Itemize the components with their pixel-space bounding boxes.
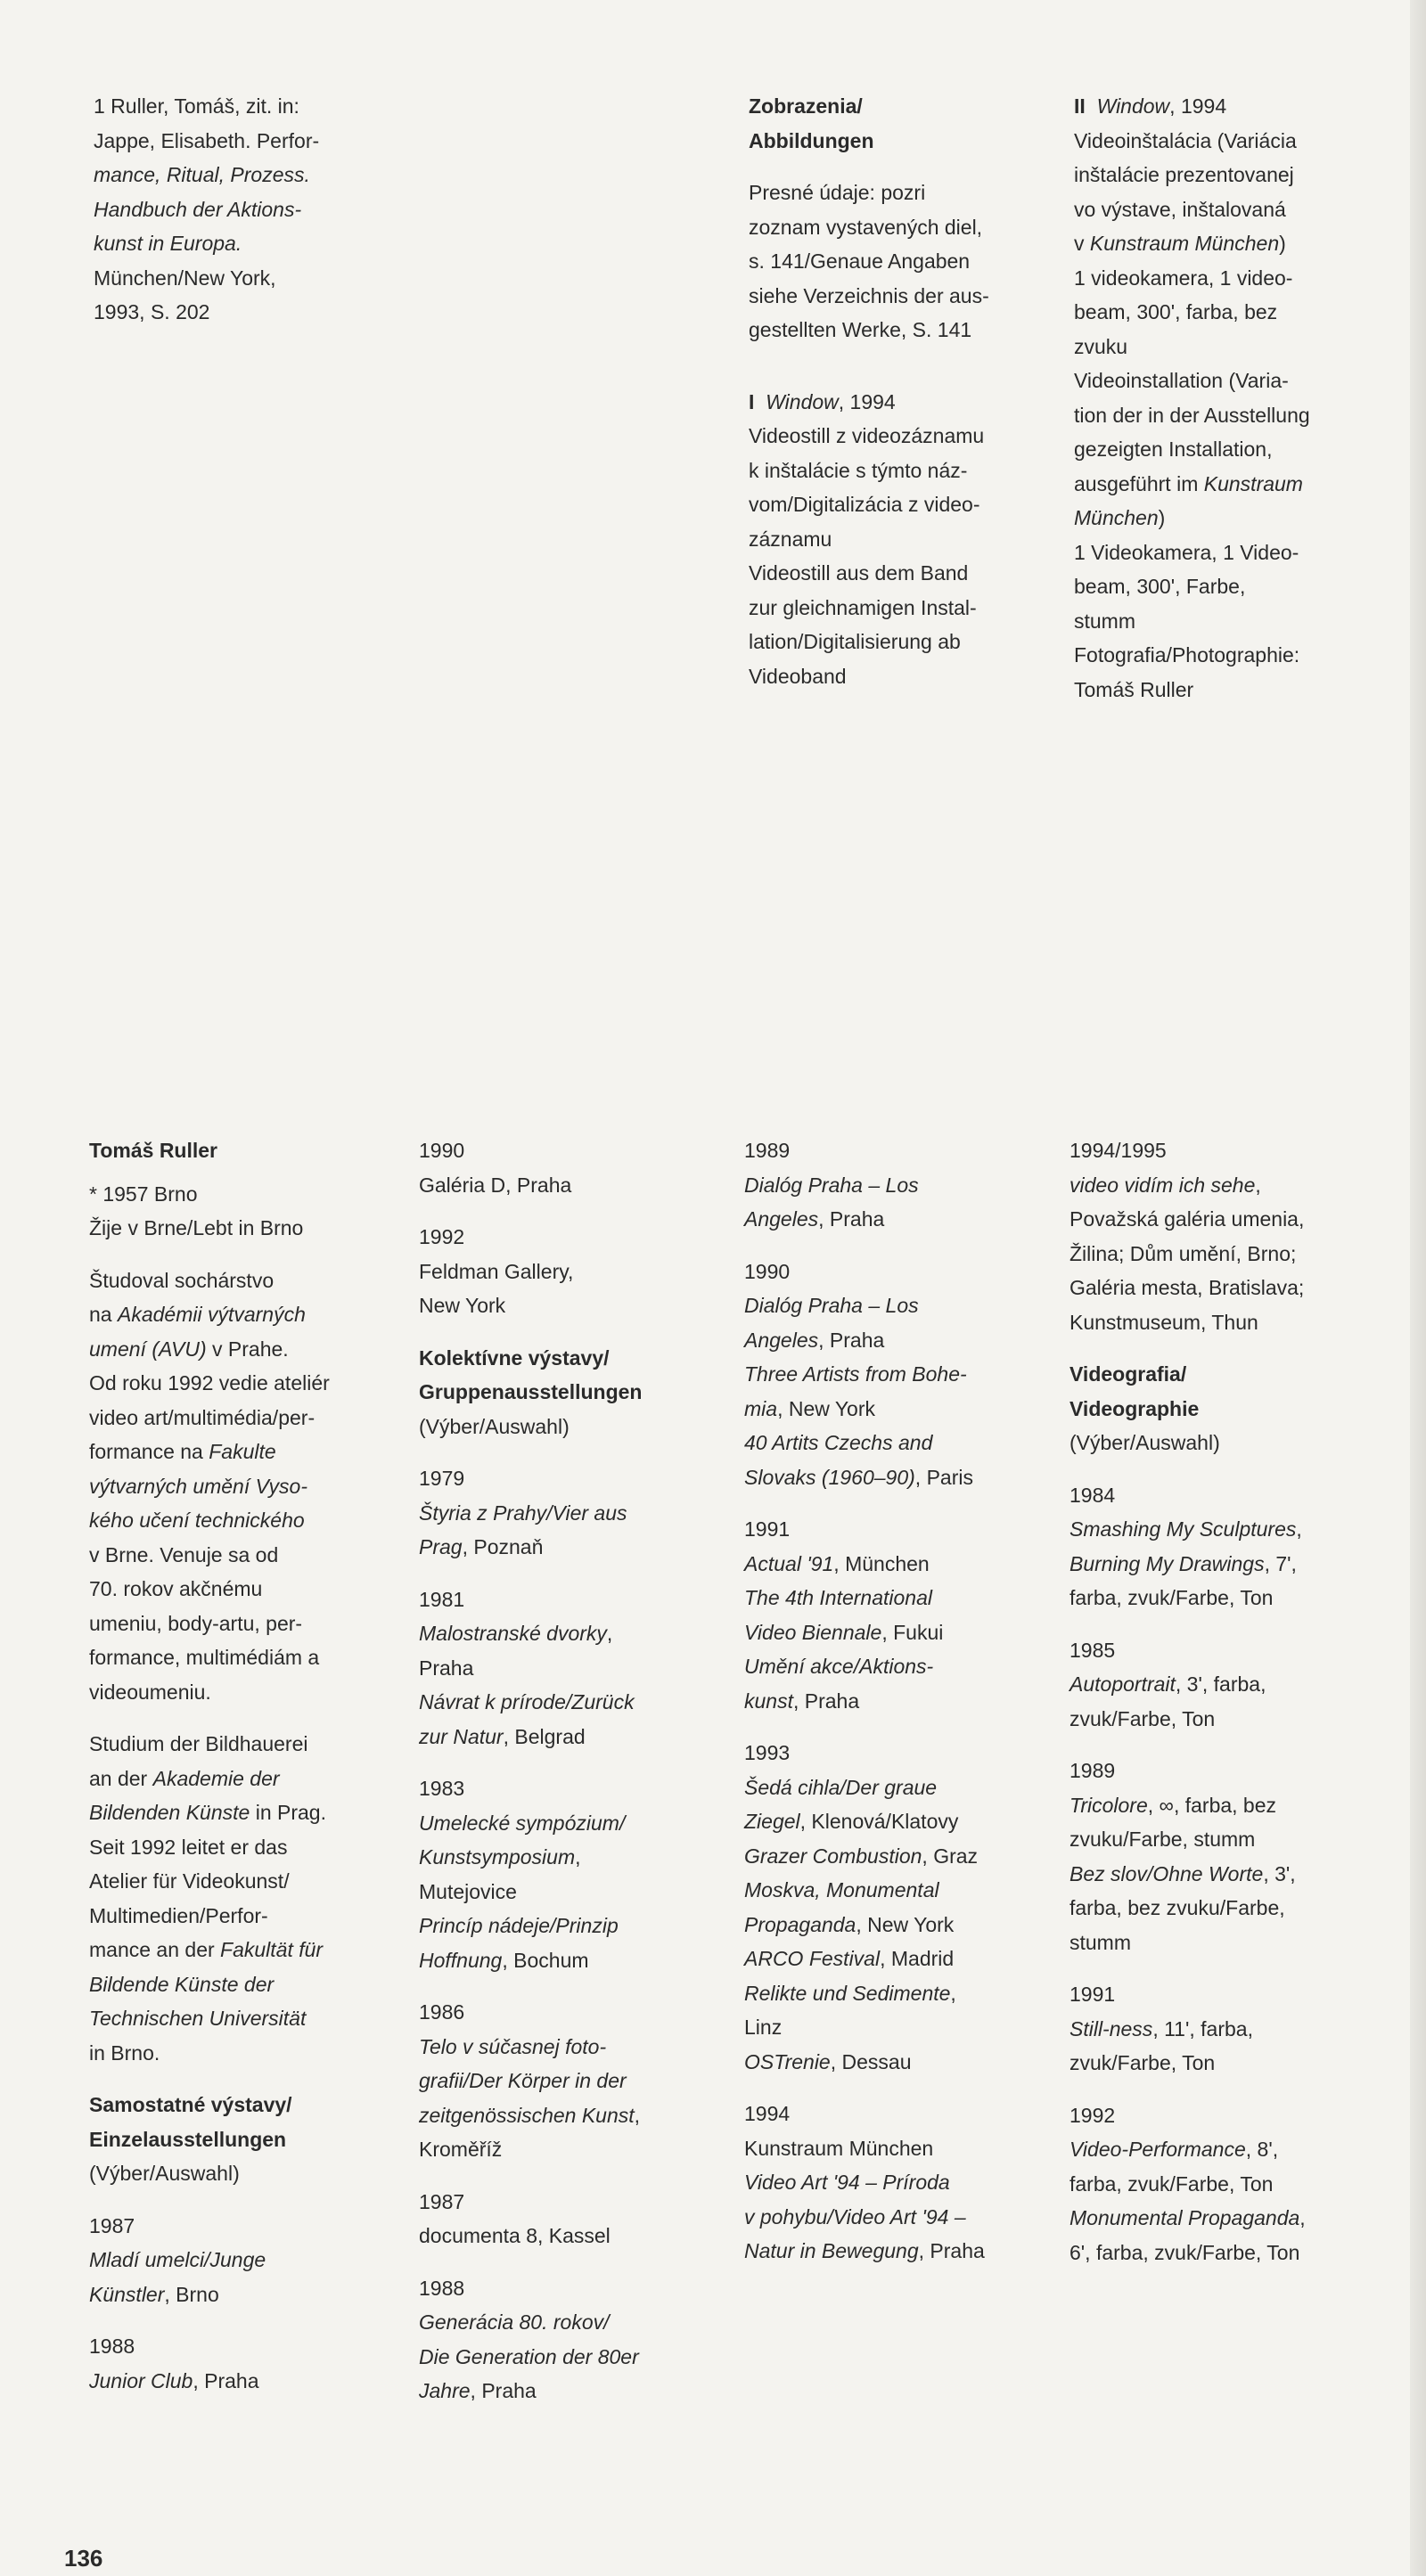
figure-2-caption: München) — [1074, 506, 1166, 529]
video-entry: farba, zvuk/Farbe, Ton — [1070, 2171, 1274, 2196]
group-year: 1989 — [744, 1139, 791, 1162]
group-entry: zur Natur, Belgrad — [419, 1724, 586, 1748]
group-entry: Galéria mesta, Bratislava; — [1070, 1276, 1305, 1299]
group-entry: kunst, Praha — [744, 1689, 860, 1713]
bio-sk-line: kého učení technického — [89, 1509, 305, 1532]
video-entry: stumm — [1070, 1930, 1131, 1954]
group-entry: Moskva, Monumental — [744, 1878, 939, 1901]
bio-de-line: mance an der Fakultät für — [89, 1938, 324, 1961]
illustrations-heading: Abbildungen — [749, 128, 874, 152]
exhibitions-column-2 — [419, 1133, 713, 2408]
bio-sk-line: v Brne. Venuje sa od — [89, 1542, 279, 1566]
solo-year: 1992 — [419, 1225, 465, 1248]
solo-heading: Einzelausstellungen — [89, 2127, 287, 2151]
exhibitions-column-4 — [1070, 1133, 1377, 2269]
group-entry: Three Artists from Bohe- — [744, 1362, 967, 1386]
bio-sk-line: video art/multimédia/per- — [89, 1405, 316, 1429]
figure-1-caption: zur gleichnamigen Instal- — [749, 595, 977, 619]
video-entry: Autoportrait, 3', farba, — [1070, 1672, 1266, 1696]
videography-heading: Videographie — [1070, 1396, 1200, 1420]
video-entry: zvuk/Farbe, Ton — [1070, 2051, 1216, 2074]
page-gutter-shadow — [1410, 0, 1426, 2576]
solo-entry: Mladí umelci/Junge — [89, 2248, 266, 2271]
solo-year: 1988 — [89, 2335, 135, 2358]
figure-2-caption: beam, 300', farba, bez — [1074, 300, 1278, 323]
group-entry: Mutejovice — [419, 1879, 517, 1903]
bio-de-line: Atelier für Videokunst/ — [89, 1869, 290, 1893]
solo-entry: Junior Club, Praha — [89, 2368, 259, 2392]
group-entry: Štyria z Prahy/Vier aus — [419, 1501, 627, 1525]
video-entry: zvuku/Farbe, stumm — [1070, 1828, 1256, 1851]
video-entry: Still-ness, 11', farba, — [1070, 2016, 1253, 2040]
group-entry: Propaganda, New York — [744, 1912, 955, 1936]
figure-2-caption: stumm — [1074, 609, 1135, 633]
bio-de-line: in Brno. — [89, 2040, 160, 2065]
bio-sk-line: Študoval sochárstvo — [89, 1268, 275, 1292]
group-entry: grafii/Der Körper in der — [419, 2069, 627, 2092]
group-year: 1983 — [419, 1777, 465, 1800]
group-entry: Princíp nádeje/Prinzip — [419, 1914, 619, 1937]
group-year: 1990 — [744, 1259, 791, 1283]
biography-column — [89, 1133, 388, 2398]
figure-2-caption: Tomáš Ruller — [1074, 677, 1194, 701]
group-entry: Angeles, Praha — [744, 1328, 885, 1352]
group-entry: Ziegel, Klenová/Klatovy — [744, 1810, 959, 1833]
footnote-line: kunst in Europa. — [94, 232, 242, 255]
group-subheading: (Výber/Auswahl) — [419, 1414, 570, 1438]
group-entry: Hoffnung, Bochum — [419, 1948, 589, 1972]
figure-2-caption: vo výstave, inštalovaná — [1074, 197, 1286, 221]
footnote-line: Handbuch der Aktions- — [94, 197, 302, 221]
group-entry: Jahre, Praha — [419, 2379, 537, 2402]
figure-2-caption: 1 Videokamera, 1 Video- — [1074, 540, 1299, 564]
group-entry: 40 Artits Czechs and — [744, 1431, 933, 1454]
figure-1-caption: Videostill aus dem Band — [749, 561, 969, 585]
figure-2-caption: Fotografia/Photographie: — [1074, 643, 1300, 666]
figure-2-caption: ausgeführt im Kunstraum — [1074, 471, 1303, 495]
group-entry: mia, New York — [744, 1396, 876, 1420]
figure-1-title: I Window, 1994 — [749, 389, 896, 413]
group-entry: Prag, Poznaň — [419, 1535, 544, 1558]
video-entry: farba, bez zvuku/Farbe, — [1070, 1896, 1285, 1919]
page-number: 136 — [64, 2545, 103, 2572]
footnote-line: Jappe, Elisabeth. Perfor- — [94, 128, 320, 152]
group-entry: ARCO Festival, Madrid — [744, 1947, 955, 1970]
group-entry: Kunstmuseum, Thun — [1070, 1310, 1258, 1334]
group-entry: The 4th International — [744, 1586, 932, 1609]
figure-1-caption: lation/Digitalisierung ab — [749, 630, 961, 653]
bio-sk-line: formance, multimédiám a — [89, 1646, 320, 1669]
group-entry: zeitgenössischen Kunst, — [419, 2103, 641, 2127]
figure-2-caption: Videoinstallation (Varia- — [1074, 369, 1289, 392]
bio-sk-line: videoumeniu. — [89, 1680, 211, 1704]
figure-2-caption: Videoinštalácia (Variácia — [1074, 128, 1297, 152]
illustrations-note: zoznam vystavených diel, — [749, 215, 983, 239]
videography-heading: Videografia/ — [1070, 1362, 1187, 1386]
group-year: 1994/1995 — [1070, 1139, 1167, 1162]
bio-sk-line: na Akadémii výtvarných — [89, 1303, 306, 1326]
figure-2-caption: gezeigten Installation, — [1074, 438, 1273, 461]
video-entry: Video-Performance, 8', — [1070, 2138, 1279, 2161]
solo-entry: Künstler, Brno — [89, 2282, 219, 2306]
group-year: 1991 — [744, 1517, 791, 1541]
solo-entry: Galéria D, Praha — [419, 1173, 572, 1197]
group-entry: Video Art '94 – Príroda — [744, 2171, 950, 2194]
group-entry: Linz — [744, 2016, 783, 2039]
solo-year: 1987 — [89, 2213, 135, 2237]
group-year: 1994 — [744, 2102, 791, 2125]
group-year: 1981 — [419, 1587, 465, 1611]
bio-de-line: Multimedien/Perfor- — [89, 1903, 268, 1927]
group-entry: Actual '91, München — [744, 1551, 930, 1575]
group-entry: Kroměříž — [419, 2138, 503, 2161]
video-entry: 6', farba, zvuk/Farbe, Ton — [1070, 2240, 1300, 2264]
figure-2-caption: zvuku — [1074, 334, 1128, 358]
video-year: 1984 — [1070, 1483, 1116, 1507]
group-year: 1988 — [419, 2276, 465, 2300]
bio-de-line: Seit 1992 leitet er das — [89, 1835, 288, 1859]
group-entry: Angeles, Praha — [744, 1207, 885, 1231]
group-entry: Malostranské dvorky, — [419, 1622, 613, 1645]
figure-2-title: II Window, 1994 — [1074, 94, 1227, 118]
group-entry: Kunstraum München — [744, 2136, 934, 2160]
illustrations-heading: Zobrazenia/ — [749, 94, 863, 118]
group-entry: Generácia 80. rokov/ — [419, 2310, 610, 2334]
group-entry: Relikte und Sedimente, — [744, 1981, 956, 2005]
group-heading: Kolektívne výstavy/ — [419, 1345, 610, 1370]
group-entry: video vidím ich sehe, — [1070, 1173, 1261, 1197]
bio-de-line: Studium der Bildhauerei — [89, 1732, 308, 1755]
video-entry: zvuk/Farbe, Ton — [1070, 1706, 1216, 1730]
video-year: 1989 — [1070, 1759, 1116, 1782]
group-entry: Natur in Bewegung, Praha — [744, 2239, 985, 2262]
figure-2-caption: 1 videokamera, 1 video- — [1074, 266, 1293, 290]
figure-1-caption: Videoband — [749, 664, 847, 688]
videography-subheading: (Výber/Auswahl) — [1070, 1431, 1220, 1454]
bio-sk-line: výtvarných umění Vyso- — [89, 1474, 308, 1498]
group-entry: Umelecké sympózium/ — [419, 1811, 626, 1835]
video-entry: Burning My Drawings, 7', — [1070, 1551, 1297, 1575]
artist-name: Tomáš Ruller — [89, 1139, 217, 1162]
video-year: 1985 — [1070, 1638, 1116, 1662]
illustrations-note: siehe Verzeichnis der aus- — [749, 283, 989, 307]
video-entry: Smashing My Sculptures, — [1070, 1517, 1302, 1541]
footnote-line: 1 Ruller, Tomáš, zit. in: — [94, 94, 299, 118]
solo-entry: New York — [419, 1294, 506, 1317]
group-entry: Návrat k prírode/Zurück — [419, 1690, 635, 1713]
bio-sk-line: 70. rokov akčnému — [89, 1577, 263, 1600]
illustrations-note: s. 141/Genaue Angaben — [749, 249, 971, 273]
group-entry: Telo v súčasnej foto- — [419, 2034, 607, 2058]
figure-1-caption: Videostill z videozáznamu — [749, 424, 985, 447]
group-entry: Video Biennale, Fukui — [744, 1620, 944, 1644]
group-entry: Považská galéria umenia, — [1070, 1207, 1305, 1231]
bio-de-line: Technischen Universität — [89, 2007, 307, 2030]
bio-de-line: an der Akademie der — [89, 1766, 280, 1790]
video-entry: farba, zvuk/Farbe, Ton — [1070, 1586, 1274, 1609]
group-entry: Praha — [419, 1656, 474, 1680]
group-entry: Šedá cihla/Der graue — [744, 1775, 938, 1799]
group-entry: OSTrenie, Dessau — [744, 2049, 912, 2073]
group-entry: Dialóg Praha – Los — [744, 1173, 919, 1197]
solo-year: 1990 — [419, 1139, 465, 1162]
group-year: 1979 — [419, 1467, 465, 1490]
footnote — [94, 89, 361, 330]
group-year: 1993 — [744, 1741, 791, 1764]
figure-2-caption: tion der in der Ausstellung — [1074, 403, 1310, 427]
bio-sk-line: formance na Fakulte — [89, 1440, 276, 1463]
illustrations-note: Presné údaje: pozri — [749, 181, 926, 204]
bio-sk-line: umení (AVU) v Prahe. — [89, 1337, 289, 1361]
figure-2-caption: beam, 300', Farbe, — [1074, 575, 1246, 598]
exhibitions-column-3 — [744, 1133, 1047, 2269]
video-entry: Monumental Propaganda, — [1070, 2206, 1306, 2229]
video-year: 1991 — [1070, 1983, 1116, 2006]
footnote-line: München/New York, — [94, 266, 276, 290]
group-entry: documenta 8, Kassel — [419, 2224, 611, 2247]
video-year: 1992 — [1070, 2103, 1116, 2127]
group-entry: Grazer Combustion, Graz — [744, 1844, 979, 1868]
group-entry: Dialóg Praha – Los — [744, 1294, 919, 1317]
footnote-line: 1993, S. 202 — [94, 300, 210, 323]
bio-born: * 1957 Brno — [89, 1182, 198, 1206]
group-entry: v pohybu/Video Art '94 – — [744, 2204, 966, 2228]
bio-sk-line: umeniu, body-artu, per- — [89, 1611, 303, 1635]
figure-1-caption: k inštalácie s týmto náz- — [749, 458, 968, 482]
figure-1-caption: vom/Digitalizácia z video- — [749, 493, 980, 516]
illustrations-note: gestellten Werke, S. 141 — [749, 318, 972, 341]
bio-de-line: Bildende Künste der — [89, 1972, 275, 1996]
figure-2-column — [1074, 89, 1377, 707]
group-entry: Umění akce/Aktions- — [744, 1655, 934, 1678]
footnote-line: mance, Ritual, Prozess. — [94, 163, 310, 186]
figure-2-caption: v Kunstraum München) — [1074, 232, 1286, 255]
group-heading: Gruppenausstellungen — [419, 1380, 643, 1403]
video-entry: Bez slov/Ohne Worte, 3', — [1070, 1861, 1296, 1885]
figure-2-caption: inštalácie prezentovanej — [1074, 163, 1294, 186]
group-year: 1987 — [419, 2189, 465, 2213]
video-entry: Tricolore, ∞, farba, bez — [1070, 1793, 1277, 1817]
solo-heading: Samostatné výstavy/ — [89, 2093, 292, 2116]
group-entry: Slovaks (1960–90), Paris — [744, 1465, 973, 1489]
group-entry: Žilina; Dům umění, Brno; — [1070, 1241, 1297, 1265]
group-entry: Kunstsymposium, — [419, 1845, 581, 1869]
bio-sk-line: Od roku 1992 vedie ateliér — [89, 1371, 330, 1394]
solo-entry: Feldman Gallery, — [419, 1259, 574, 1283]
figure-1-caption: záznamu — [749, 527, 832, 551]
solo-subheading: (Výber/Auswahl) — [89, 2162, 240, 2185]
illustrations-column — [749, 89, 1052, 693]
bio-lives: Žije v Brne/Lebt in Brno — [89, 1216, 304, 1239]
group-entry: Die Generation der 80er — [419, 2344, 639, 2368]
group-year: 1986 — [419, 2000, 465, 2024]
bio-de-line: Bildenden Künste in Prag. — [89, 1801, 326, 1824]
